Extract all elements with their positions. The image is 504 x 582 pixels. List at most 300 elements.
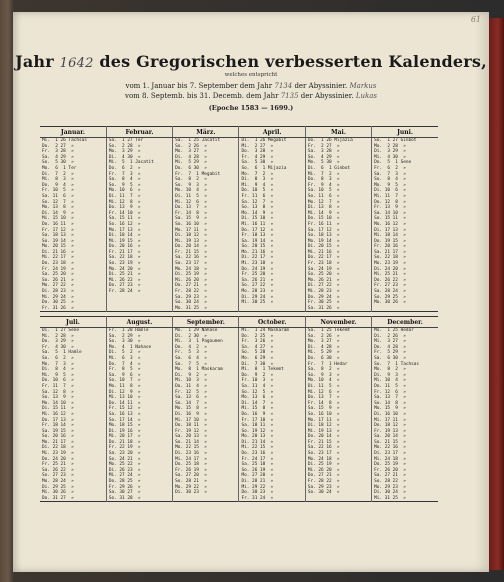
day-row: Sa. 30 27 »: [108, 490, 141, 496]
day-row: Sa. 6 4 »: [175, 355, 207, 361]
day-row: So. 23 17 »: [175, 261, 207, 267]
day-row: Fr. 29 26 »: [108, 484, 141, 490]
day-row: Mi. 21 16 »: [307, 249, 340, 255]
day-row: Fr. 21 15 »: [307, 439, 340, 445]
day-row: Mi. 15 10 »: [42, 216, 74, 222]
epoch-label: (Epoche 1583 — 1699.): [208, 104, 294, 112]
day-row: Mi. 12 6 »: [175, 199, 207, 205]
day-row: Fr. 12 5 »: [175, 389, 207, 395]
month-column: [173, 138, 239, 312]
day-row: Mo. 16 12 »: [374, 221, 406, 227]
day-row: Do. 14 11 »: [108, 400, 141, 406]
day-row: Di. 27 22 »: [307, 283, 340, 289]
book-cover-edge: [489, 18, 504, 570]
day-row: Di. 6 1 Ginbot: [307, 165, 351, 171]
day-row: Fr. 13 9 »: [374, 205, 406, 211]
day-row: Mo. 11 8 »: [108, 383, 141, 389]
day-row: Di. 22 17 »: [241, 255, 274, 261]
day-row: Do. 8 3 »: [307, 177, 340, 183]
day-row: Mi. 28 23 »: [307, 289, 340, 295]
day-row: Mi. 29 22 »: [241, 484, 274, 490]
day-row: Sa. 4 27 »: [241, 344, 274, 350]
month-header: Februar.: [106, 127, 172, 138]
day-row: Do. 5 1 Sene: [374, 160, 412, 166]
day-row: Mi. 6 3 »: [108, 355, 141, 361]
month-column: [173, 328, 239, 502]
day-row: So. 20 15 »: [241, 244, 274, 250]
day-row: Mi. 16 12 »: [42, 411, 74, 417]
day-row: So. 9 3 »: [175, 182, 207, 188]
day-row: Fr. 27 23 »: [374, 283, 406, 289]
day-row: Mo. 10 4 »: [175, 188, 207, 194]
day-row: Do. 13 7 »: [307, 395, 340, 401]
day-row: Do. 27 21 »: [175, 283, 207, 289]
day-row: Mo. 27 22 »: [42, 283, 74, 289]
day-row: Fr. 28 24 »: [108, 289, 141, 295]
day-row: Mo. 21 16 »: [241, 249, 274, 255]
day-row: Di. 21 16 »: [42, 249, 74, 255]
day-row: Fr. 4 30 »: [42, 344, 74, 350]
day-row: So. 23 17 »: [307, 451, 340, 457]
day-row: Sa. 16 13 »: [108, 411, 141, 417]
day-row: Do. 22 17 »: [307, 255, 340, 261]
month-header: Mai.: [305, 127, 371, 138]
day-row: Mo. 29 23 »: [374, 484, 406, 490]
day-row: Mi. 14 9 »: [307, 210, 340, 216]
day-row: Mo. 28 24 »: [42, 479, 74, 485]
day-row: Mo. 1 25 Hedar: [374, 328, 414, 333]
title-prefix: Jahr: [15, 52, 54, 71]
day-row: Sa. 23 20 »: [108, 451, 141, 457]
day-row: Mi. 24 17 »: [175, 456, 207, 462]
day-row: Sa. 18 13 »: [42, 233, 74, 239]
day-row: Do. 6 30 »: [175, 165, 207, 171]
day-row: Do. 20 16 »: [108, 244, 141, 250]
day-row: Do. 16 9 »: [241, 411, 274, 417]
day-row: So. 30 24 »: [307, 490, 340, 496]
day-row: Di. 20 15 »: [307, 244, 340, 250]
day-row: Do. 27 23 »: [108, 283, 141, 289]
day-row: Di. 8 4 »: [42, 367, 74, 373]
day-row: Mo. 24 20 »: [108, 266, 141, 272]
day-row: Do. 4 28 »: [374, 344, 406, 350]
day-row: Do. 11 5 »: [374, 383, 406, 389]
day-row: Fr. 3 28 »: [42, 149, 74, 155]
day-row: So. 2 28 »: [108, 143, 141, 149]
day-row: Mi. 10 3 »: [175, 378, 207, 384]
month-header: December.: [372, 317, 438, 328]
day-row: Sa. 8 2 »: [307, 367, 340, 373]
month-header: April.: [239, 127, 305, 138]
day-row: Do. 25 19 »: [374, 462, 406, 468]
day-row: Mo. 8 1 Maskaram: [175, 367, 223, 373]
day-row: Mi. 27 24 »: [108, 473, 141, 479]
day-row: Mi. 23 19 »: [42, 451, 74, 457]
day-row: Mi. 3 1 Pagoumen: [175, 339, 223, 345]
day-row: Mo. 7 2 »: [241, 171, 274, 177]
day-row: Di. 11 5 »: [175, 193, 207, 199]
day-row: Do. 20 14 »: [307, 434, 340, 440]
day-row: Di. 4 28 »: [175, 154, 207, 160]
day-row: Fr. 15 12 »: [108, 406, 141, 412]
day-row: Mi. 4 30 »: [374, 154, 406, 160]
day-row: Sa. 15 11 »: [108, 216, 141, 222]
day-row: Do. 25 18 »: [175, 462, 207, 468]
day-row: Mi. 30 25 »: [241, 300, 274, 306]
day-row: Fr. 28 22 »: [307, 479, 340, 485]
day-row: Mi. 8 1 Tekemt: [241, 367, 284, 373]
day-row: Mo. 9 5 »: [374, 182, 406, 188]
day-row: Mo. 3 27 »: [175, 149, 207, 155]
month-header: Juli.: [40, 317, 106, 328]
month-header: October.: [239, 317, 305, 328]
day-row: Mi. 3 27 »: [374, 339, 406, 345]
day-row: So. 18 13 »: [307, 233, 340, 239]
day-row: So. 24 21 »: [108, 456, 141, 462]
day-row: Sa. 22 16 »: [175, 255, 207, 261]
day-row: Fr. 18 13 »: [241, 233, 274, 239]
day-row: Mi. 22 17 »: [42, 255, 74, 261]
day-row: Di. 17 13 »: [374, 227, 406, 233]
day-row: So. 15 11 »: [374, 216, 406, 222]
day-row: Fr. 17 12 »: [42, 227, 74, 233]
day-row: Fr. 5 29 »: [374, 350, 406, 356]
day-row: Sa. 9 6 »: [108, 372, 141, 378]
day-row: Sa. 3 28 »: [307, 149, 340, 155]
month-column: [372, 328, 438, 502]
day-row: Mo. 4 1 Nahase: [108, 344, 152, 350]
day-row: So. 25 20 »: [307, 272, 340, 278]
day-row: So. 11 6 »: [307, 193, 340, 199]
day-row: Mi. 25 21 »: [374, 272, 406, 278]
day-row: Sa. 25 18 »: [241, 462, 274, 468]
day-row: Di. 13 8 »: [307, 205, 340, 211]
day-row: Mo. 14 10 »: [42, 400, 74, 406]
day-row: Fr. 21 15 »: [175, 249, 207, 255]
day-row: Fr. 14 8 »: [175, 210, 207, 216]
day-row: So. 31 28 »: [108, 495, 141, 501]
day-row: Mo. 14 9 »: [241, 210, 274, 216]
day-row: Mi. 22 15 »: [241, 445, 274, 451]
line2-text: vom 8. Septemb. bis 31. Decemb. dem Jahr: [125, 92, 279, 100]
day-row: Sa. 4 29 »: [42, 154, 74, 160]
day-row: So. 21 15 »: [374, 439, 406, 445]
day-row: Mi. 26 22 »: [108, 277, 141, 283]
day-row: Sa. 1 25 Tekemt: [307, 328, 351, 333]
day-row: Do. 24 19 »: [241, 266, 274, 272]
day-row: Di. 12 9 »: [108, 389, 141, 395]
day-row: Sa. 19 15 »: [42, 428, 74, 434]
day-row: Sa. 14 10 »: [374, 210, 406, 216]
day-row: Mi. 12 6 »: [307, 389, 340, 395]
day-row: Mo. 10 6 »: [108, 188, 141, 194]
day-row: So. 5 28 »: [241, 350, 274, 356]
day-row: Mo. 2 28 »: [374, 143, 406, 149]
day-row: Fr. 8 5 »: [108, 367, 141, 373]
day-row: Do. 18 11 »: [175, 423, 207, 429]
day-row: Di. 7 30 »: [241, 361, 274, 367]
day-row: Mi. 9 4 »: [241, 182, 274, 188]
day-row: Sa. 22 18 »: [108, 255, 141, 261]
day-row: So. 12 5 »: [241, 389, 274, 395]
day-row: Mo. 23 19 »: [374, 261, 406, 267]
day-row: Di. 18 14 »: [108, 233, 141, 239]
day-row: Do. 2 25 »: [241, 333, 274, 339]
day-row: Sa. 27 20 »: [175, 473, 207, 479]
day-row: So. 27 23 »: [42, 473, 74, 479]
day-row: Fr. 26 20 »: [374, 467, 406, 473]
day-row: Do. 16 11 »: [42, 221, 74, 227]
day-row: Di. 16 10 »: [374, 411, 406, 417]
day-row: Mo. 3 27 »: [307, 339, 340, 345]
day-row: Mi. 1 26 Tachsas: [42, 138, 87, 143]
day-row: Mi. 8 3 »: [42, 177, 74, 183]
day-row: Do. 20 14 »: [175, 244, 207, 250]
day-row: Do. 3 29 »: [42, 339, 74, 345]
day-row: Mo. 8 2 »: [374, 367, 406, 373]
day-row: Di. 2 26 »: [374, 333, 406, 339]
day-row: Di. 28 23 »: [42, 289, 74, 295]
day-row: So. 19 12 »: [241, 428, 274, 434]
day-row: Fr. 9 4 »: [307, 182, 340, 188]
day-row: Sa. 26 22 »: [42, 467, 74, 473]
day-row: Fr. 25 21 »: [42, 462, 74, 468]
day-row: Do. 6 30 »: [307, 355, 340, 361]
day-row: Fr. 24 19 »: [42, 266, 74, 272]
day-row: Mo. 17 11 »: [307, 417, 340, 423]
folio-number: 61: [470, 15, 481, 24]
day-row: Do. 29 24 »: [307, 294, 340, 300]
line1-year: 7134: [274, 82, 293, 90]
day-row: Sa. 17 12 »: [307, 227, 340, 233]
page-title: [13, 52, 489, 71]
day-row: Di. 4 28 »: [307, 344, 340, 350]
month-column: [305, 328, 371, 502]
calendar-table-second-half: [40, 316, 438, 502]
line1-text: vom 1. Januar bis 7. September dem Jahr: [125, 82, 273, 90]
day-row: Mi. 31 25 »: [374, 495, 406, 501]
day-row: Mo. 5 30 »: [307, 160, 340, 166]
day-row: Di. 23 17 »: [374, 451, 406, 457]
day-row: Di. 18 12 »: [175, 233, 207, 239]
day-row: Do. 30 23 »: [241, 490, 274, 496]
day-row: Sa. 18 11 »: [241, 423, 274, 429]
day-row: So. 26 19 »: [241, 467, 274, 473]
day-row: Mi. 5 1 Jacatit: [108, 160, 154, 166]
day-row: Do. 11 4 »: [175, 383, 207, 389]
day-row: Sa. 8 4 »: [108, 177, 141, 183]
day-row: Fr. 25 20 »: [241, 272, 274, 278]
day-row: Mi. 26 20 »: [307, 467, 340, 473]
day-row: Fr. 21 17 »: [108, 249, 141, 255]
month-header: März.: [173, 127, 239, 138]
day-row: Mi. 19 13 »: [175, 238, 207, 244]
day-row: So. 8 4 »: [374, 177, 406, 183]
day-row: Sa. 21 17 »: [374, 249, 406, 255]
day-row: Di. 21 14 »: [241, 439, 274, 445]
day-row: Sa. 5 1 Hamle: [42, 350, 82, 356]
day-row: Mi. 24 18 »: [374, 456, 406, 462]
calendar-page: [13, 12, 489, 572]
day-row: So. 3 30 »: [108, 339, 141, 345]
day-row: Di. 15 10 »: [241, 216, 274, 222]
day-row: Sa. 7 3 »: [374, 171, 406, 177]
day-row: Di. 25 19 »: [175, 272, 207, 278]
day-row: Fr. 26 19 »: [175, 467, 207, 473]
day-row: Sa. 25 20 »: [42, 272, 74, 278]
month-header: September.: [173, 317, 239, 328]
day-row: Sa. 20 13 »: [175, 434, 207, 440]
day-row: So. 14 8 »: [374, 400, 406, 406]
day-row: Fr. 1 28 Hamle: [108, 328, 149, 333]
day-row: Mi. 19 13 »: [307, 428, 340, 434]
day-row: Di. 1 26 Megabit: [241, 138, 287, 143]
day-row: Sa. 22 16 »: [307, 445, 340, 451]
day-row: Do. 1 26 Mijazia: [307, 138, 353, 143]
day-row: Mi. 18 14 »: [374, 233, 406, 239]
day-row: Do. 17 12 »: [241, 227, 274, 233]
day-row: Di. 19 16 »: [108, 428, 141, 434]
day-row: Sa. 31 26 »: [307, 305, 340, 311]
day-row: Sa. 27 21 »: [374, 473, 406, 479]
day-row: Do. 23 16 »: [241, 451, 274, 457]
day-row: Fr. 2 27 »: [307, 143, 340, 149]
day-row: Di. 10 6 »: [374, 188, 406, 194]
day-row: So. 26 21 »: [42, 277, 74, 283]
month-column: [40, 328, 106, 502]
line2-year: 7135: [280, 92, 299, 100]
day-row: Mo. 17 11 »: [175, 227, 207, 233]
day-row: Sa. 29 23 »: [307, 484, 340, 490]
day-row: Do. 23 18 »: [42, 261, 74, 267]
day-row: Sa. 11 4 »: [241, 383, 274, 389]
day-row: So. 27 22 »: [241, 283, 274, 289]
day-row: Do. 15 10 »: [307, 216, 340, 222]
day-row: So. 30 24 »: [175, 300, 207, 306]
day-row: Di. 1 27 Sene: [42, 328, 80, 333]
day-row: Mo. 12 7 »: [307, 199, 340, 205]
day-row: Fr. 7 3 »: [108, 171, 141, 177]
day-row: Mo. 24 18 »: [175, 266, 207, 272]
day-row: Sa. 2 29 »: [108, 333, 141, 339]
day-row: So. 5 30 »: [42, 160, 74, 166]
day-row: Sa. 15 9 »: [307, 406, 340, 412]
day-row: Di. 9 2 »: [175, 372, 207, 378]
day-row: Mo. 1 29 Nahase: [175, 328, 218, 333]
day-row: Fr. 5 3 »: [175, 350, 207, 356]
day-row: Mi. 2 28 »: [42, 333, 74, 339]
day-row: Fr. 23 18 »: [307, 261, 340, 267]
line1-note: Markus: [349, 82, 377, 90]
day-row: Mo. 26 21 »: [307, 277, 340, 283]
month-column: [239, 328, 305, 502]
day-row: Mi. 5 29 »: [307, 350, 340, 356]
day-row: Do. 10 6 »: [42, 378, 74, 384]
day-row: So. 28 22 »: [374, 479, 406, 485]
day-row: Do. 4 2 »: [175, 344, 207, 350]
day-row: Fr. 3 26 »: [241, 339, 274, 345]
day-row: Mo. 20 13 »: [241, 434, 274, 440]
day-row: Mi. 23 18 »: [241, 261, 274, 267]
day-row: So. 29 25 »: [374, 294, 406, 300]
day-row: Fr. 28 22 »: [175, 289, 207, 295]
day-row: Sa. 5 30 »: [241, 160, 274, 166]
day-row: Mo. 15 9 »: [374, 406, 406, 412]
day-row: Fr. 18 14 »: [42, 423, 74, 429]
day-row: Di. 5 2 »: [108, 350, 141, 356]
day-row: So. 16 10 »: [175, 221, 207, 227]
day-row: So. 7 1 Tachsas: [374, 361, 420, 367]
day-row: Sa. 26 21 »: [241, 277, 274, 283]
day-row: Fr. 14 8 »: [307, 400, 340, 406]
day-row: Mo. 22 16 »: [374, 445, 406, 451]
day-row: Sa. 10 5 »: [307, 188, 340, 194]
day-row: Do. 13 7 »: [175, 205, 207, 211]
day-row: Do. 17 13 »: [42, 417, 74, 423]
day-row: Di. 29 24 »: [241, 294, 274, 300]
subtitle: welches entspricht: [224, 72, 278, 78]
day-row: Mo. 25 22 »: [108, 462, 141, 468]
day-row: Di. 14 7 »: [241, 400, 274, 406]
day-row: Sa. 13 6 »: [175, 395, 207, 401]
day-row: Do. 13 9 »: [108, 205, 141, 211]
day-row: Fr. 22 19 »: [108, 445, 141, 451]
day-row: Fr. 17 10 »: [241, 417, 274, 423]
day-row: So. 6 2 »: [42, 355, 74, 361]
day-row: Fr. 20 16 »: [374, 244, 406, 250]
month-column: [372, 138, 438, 312]
day-row: Sa. 1 27 Ter: [108, 138, 144, 143]
day-row: So. 12 7 »: [42, 199, 74, 205]
day-row: Mo. 20 15 »: [42, 244, 74, 250]
line1-suffix: der Abyssinier.: [294, 82, 348, 90]
day-row: Mo. 22 15 »: [175, 445, 207, 451]
day-row: So. 14 7 »: [175, 400, 207, 406]
line2-suffix: der Abyssinier.: [300, 92, 354, 100]
day-row: Do. 26 22 »: [374, 277, 406, 283]
month-header: Juni.: [372, 127, 438, 138]
day-row: Do. 28 25 »: [108, 479, 141, 485]
day-row: Mo. 27 20 »: [241, 473, 274, 479]
day-row: Do. 10 5 »: [241, 188, 274, 194]
day-row: Fr. 4 29 »: [241, 154, 274, 160]
title-year: 1642: [59, 56, 94, 71]
day-row: Fr. 6 2 »: [374, 165, 406, 171]
day-row: Mo. 29 22 »: [175, 484, 207, 490]
correspondence-line-1: [13, 82, 489, 90]
day-row: Sa. 12 7 »: [241, 199, 274, 205]
day-row: Di. 30 24 »: [374, 490, 406, 496]
day-row: Mo. 17 13 »: [108, 227, 141, 233]
day-row: So. 28 21 »: [175, 479, 207, 485]
day-row: Mi. 5 29 »: [175, 160, 207, 166]
day-row: Do. 3 28 »: [241, 149, 274, 155]
day-row: Mi. 30 26 »: [42, 490, 74, 496]
day-row: Mi. 17 11 »: [374, 417, 406, 423]
day-row: Mi. 16 11 »: [241, 221, 274, 227]
day-row: Mi. 17 10 »: [175, 417, 207, 423]
day-row: Sa. 8 2 »: [175, 177, 207, 183]
day-row: Di. 15 11 »: [42, 406, 74, 412]
day-row: So. 2 26 »: [175, 143, 207, 149]
day-row: Sa. 6 30 »: [374, 355, 406, 361]
day-row: Mi. 1 24 Maskaram: [241, 328, 290, 333]
month-column: [305, 138, 371, 312]
month-column: [106, 328, 172, 502]
month-header: Januar.: [40, 127, 106, 138]
day-row: Sa. 11 6 »: [42, 193, 74, 199]
day-row: Mo. 10 4 »: [307, 378, 340, 384]
